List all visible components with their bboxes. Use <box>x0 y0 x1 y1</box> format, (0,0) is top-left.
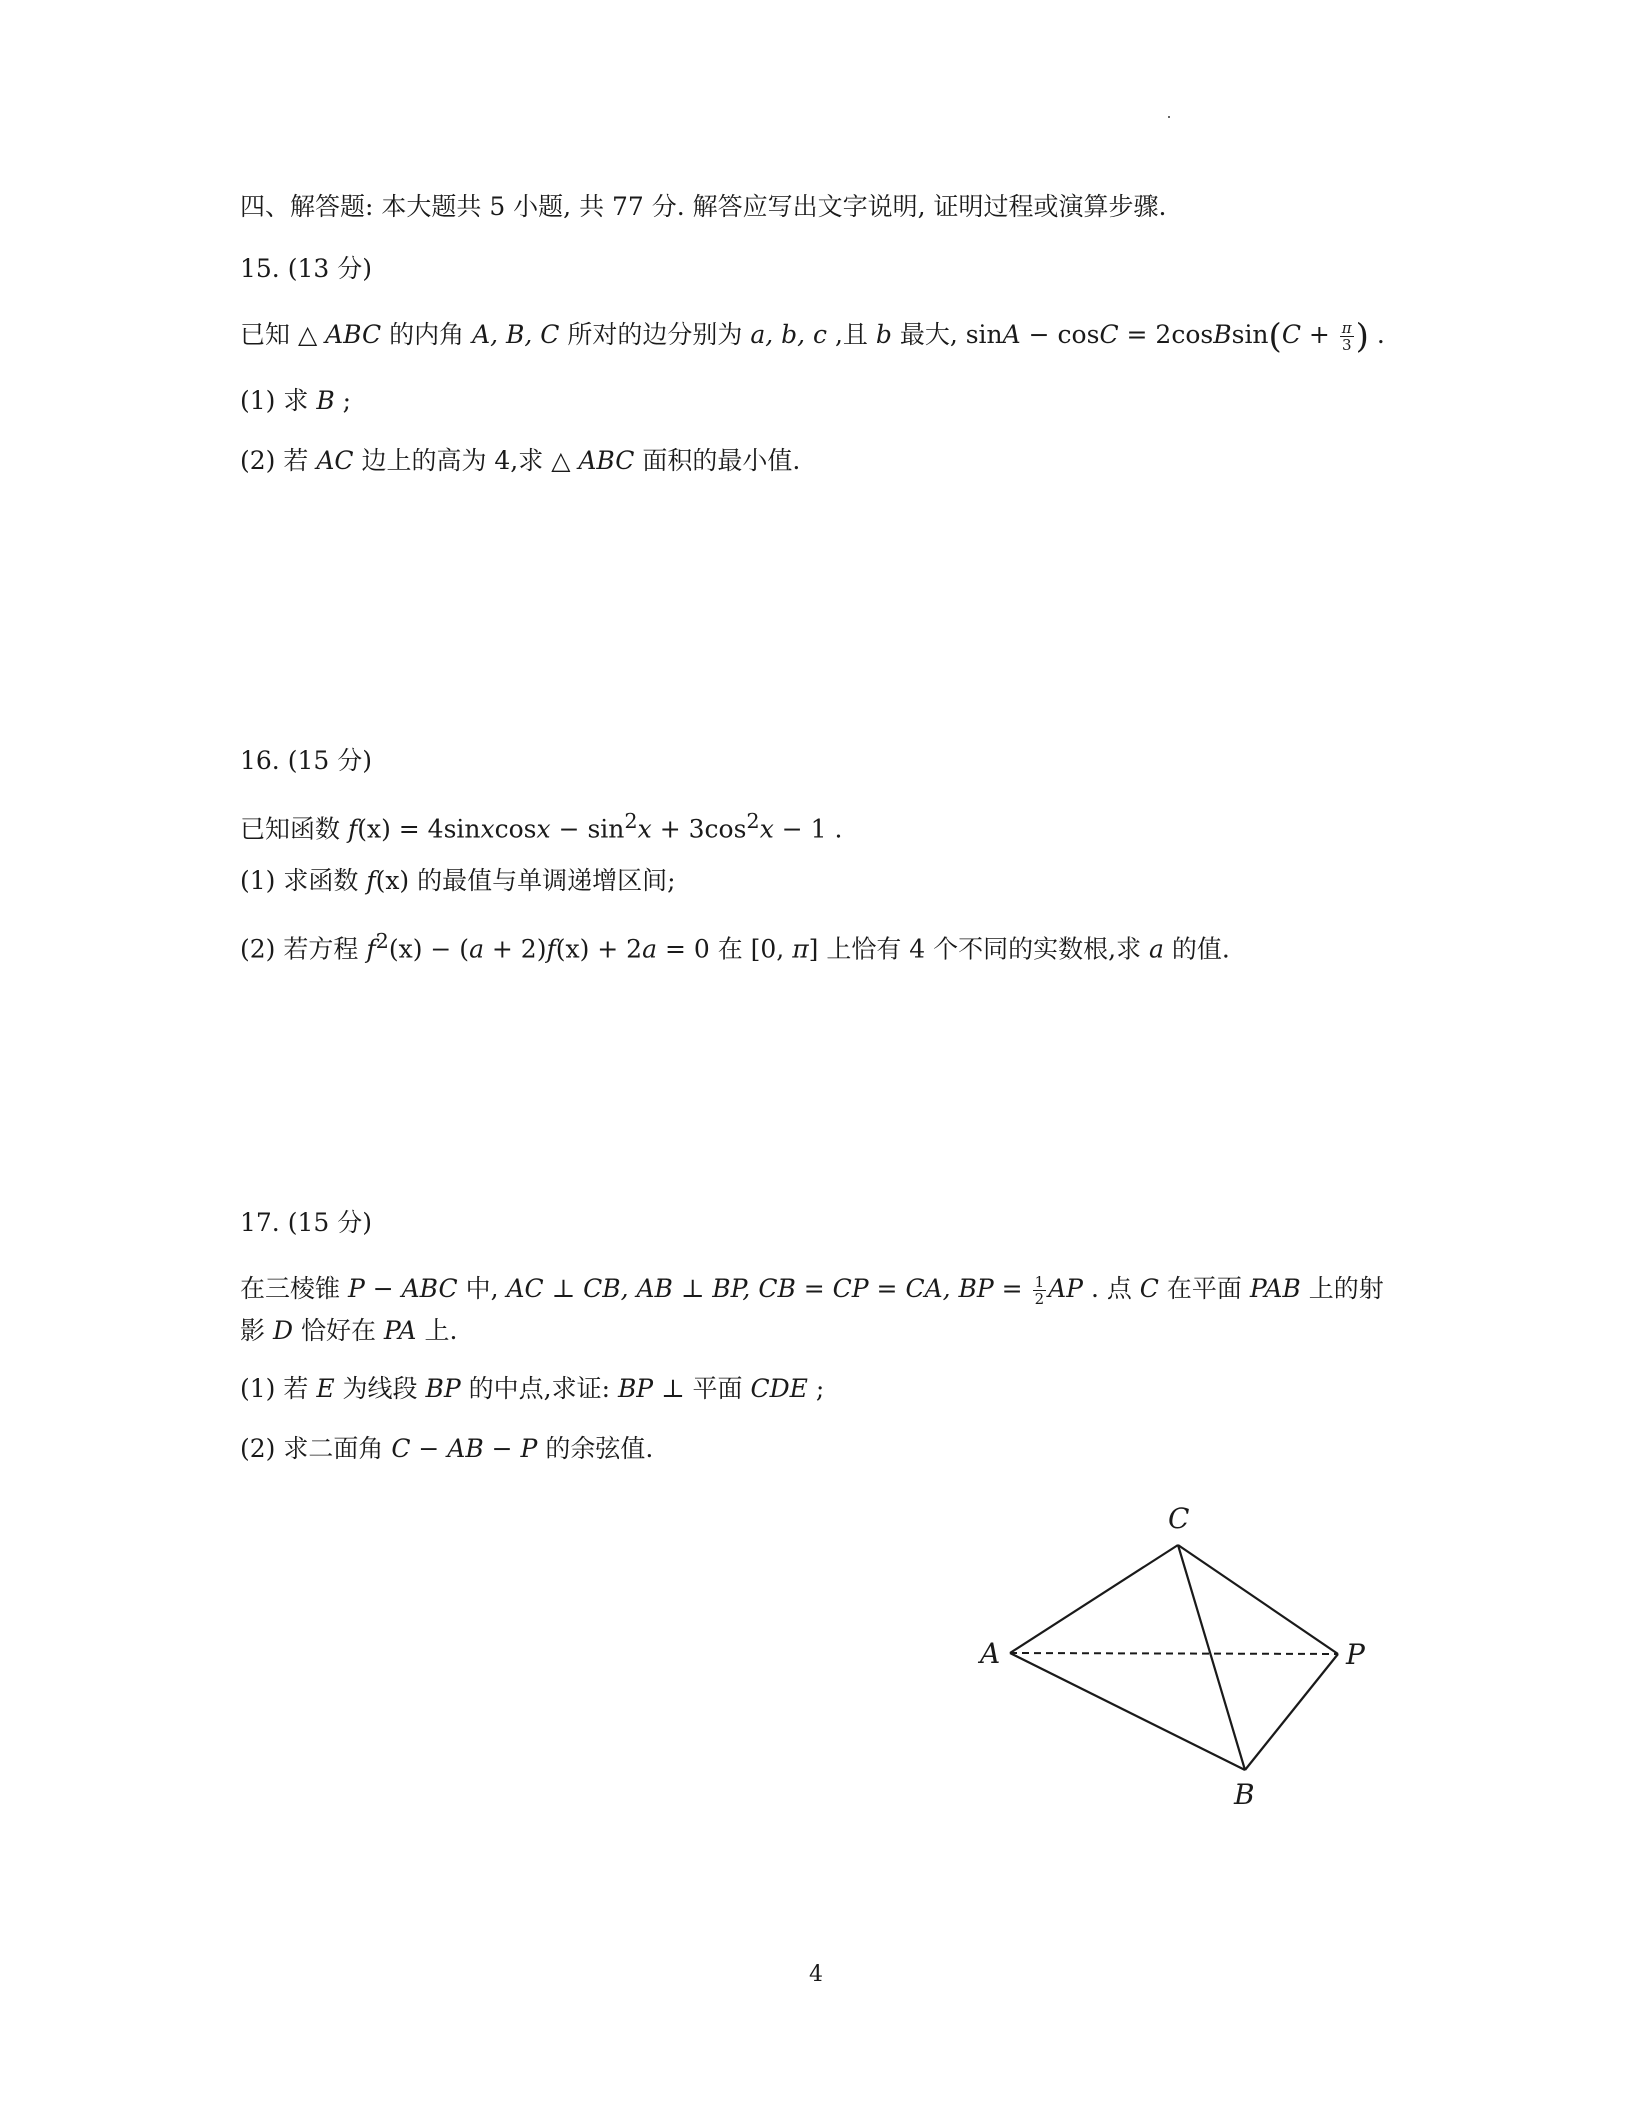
edge-cp <box>1178 1545 1338 1654</box>
fraction-pi-over-3: $\frac{\pi}{3}$ <box>1341 319 1352 354</box>
scan-speck <box>1168 116 1170 118</box>
edge-cb <box>1178 1545 1245 1770</box>
q15-title: 15. (13 分) <box>240 254 372 283</box>
q15-part2: (2) 若 AC 边上的高为 4,求 △ ABC 面积的最小值. <box>240 446 801 475</box>
edge-ap-dashed <box>1010 1653 1338 1654</box>
q15-stem: 已知 △ ABC 的内角 A, B, C 所对的边分别为 a, b, c ,且 b 最大, sinA − cosC = 2cosBsin(C + $\frac{\pi}{3}$ ) . <box>240 316 1385 357</box>
label-b: B <box>1234 1778 1255 1811</box>
label-p: P <box>1346 1638 1365 1671</box>
q17-part1: (1) 若 E 为线段 BP 的中点,求证: BP ⊥ 平面 CDE ; <box>240 1374 825 1403</box>
edge-ab <box>1010 1653 1245 1770</box>
edge-bp <box>1245 1654 1338 1770</box>
label-a: A <box>980 1637 1001 1670</box>
q17-stem-line1: 在三棱锥 P − ABC 中, AC ⊥ CB, AB ⊥ BP, CB = CP = CA, BP = $\frac{1}{2}$ AP . 点 C 在平面 PAB 上的射 <box>240 1273 1384 1308</box>
section-header: 四、解答题: 本大题共 5 小题, 共 77 分. 解答应写出文字说明, 证明过程或演算步骤. <box>240 192 1167 221</box>
q17-stem-line2: 影 D 恰好在 PA 上. <box>240 1316 458 1345</box>
edge-ac <box>1010 1545 1178 1653</box>
label-c: C <box>1168 1502 1190 1535</box>
q17-part2: (2) 求二面角 C − AB − P 的余弦值. <box>240 1434 654 1463</box>
q15-part1: (1) 求 B ; <box>240 386 352 415</box>
q16-part1: (1) 求函数 f(x) 的最值与单调递增区间; <box>240 866 676 895</box>
q16-stem: 已知函数 f(x) = 4sinxcosx − $\sin^2x + 3\cos^2x - 1$ . <box>240 809 843 844</box>
q16-title: 16. (15 分) <box>240 746 372 775</box>
fraction-one-half: $\frac{1}{2}$ <box>1034 1273 1045 1308</box>
pyramid-figure <box>970 1500 1390 1820</box>
q16-part2: (2) 若方程 $f^2(x) - (a + 2)f(x) + 2a = 0$ 在 [0, π] 上恰有 4 个不同的实数根,求 a 的值. <box>240 929 1230 964</box>
q17-title: 17. (15 分) <box>240 1208 372 1237</box>
page-number: 4 <box>809 1962 823 1987</box>
